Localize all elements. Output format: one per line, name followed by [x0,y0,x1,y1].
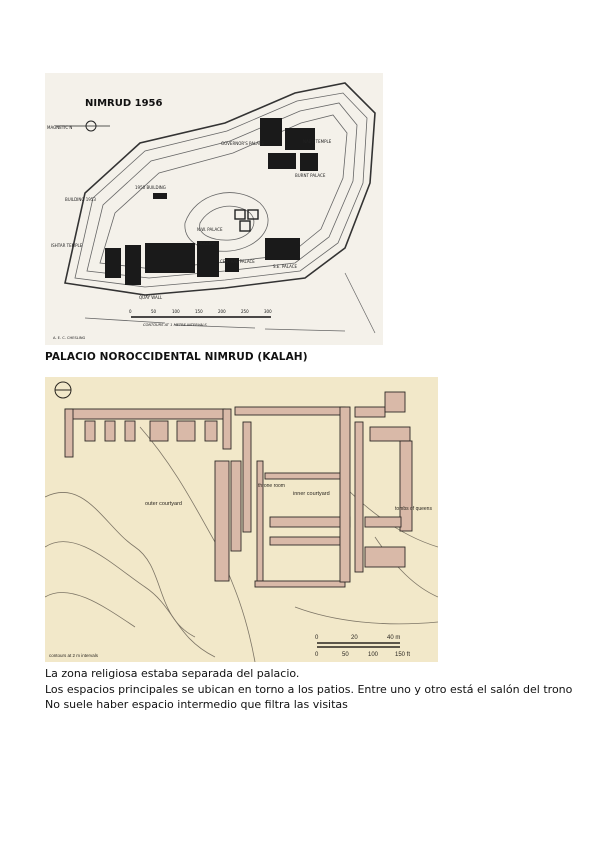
label-se-palace: S.E. PALACE [273,264,298,269]
label-ishtar-temple: ISHTAR TEMPLE [51,243,83,248]
scale-tick: 250 [241,309,249,314]
scale-tick: 20 [351,635,358,641]
contour-note: contours at 2 m intervals [49,653,99,658]
north-arrow-icon [55,382,71,398]
map-credit: A. E. C. CHESLING [53,336,86,340]
scale-tick: 150 ft [395,652,411,658]
label-outer-courtyard: outer courtyard [145,501,182,507]
label-inner-courtyard: inner courtyard [293,491,330,497]
scale-tick: 100 [172,309,180,314]
figure1-title: NIMRUD 1956 [85,98,163,109]
scale-bar [315,635,410,658]
label-burnt-palace: BURNT PALACE [295,173,326,178]
scale-tick: 50 [151,309,157,314]
scale-tick: 40 m [387,635,401,641]
label-central-palace: CENTRAL PALACE [220,259,255,264]
scale-bar [129,309,272,327]
label-tombs-of-queens: tombs of queens [395,506,432,512]
label-building-1953: BUILDING 1953 [65,197,96,202]
scale-tick: 0 [129,309,132,314]
scale-tick: 150 [195,309,203,314]
paragraph: Los espacios principales se ubican en torno a los patios. Entre uno y otro está el salón del trono [45,682,573,696]
label-nabu-temple: NABU TEMPLE [303,139,332,144]
contour-note: CONTOURS AT 1 METRE INTERVALS [143,323,207,327]
body-text [45,666,585,713]
scale-tick: 300 [264,309,272,314]
scale-tick: 200 [218,309,226,314]
label-throne-room: throne room [258,483,285,489]
magnetic-label: MAGNETIC N [47,125,73,130]
paragraph: No suele haber espacio intermedio que filtra las visitas [45,698,348,711]
label-ziggurat: ZIGGURAT [197,241,218,246]
scale-tick: 0 [315,652,319,658]
label-1950-building: 1950 BUILDING [135,185,166,190]
scale-tick: 100 [368,652,379,658]
scale-tick: 0 [315,635,319,641]
paragraph: La zona religiosa estaba separada del palacio. [45,667,300,680]
figure-caption: PALACIO NOROCCIDENTAL NIMRUD (KALAH) [45,351,308,363]
label-governors-palace: GOVERNOR'S PALACE [221,141,265,146]
label-quay-wall: QUAY WALL [139,295,163,300]
northwest-palace-plan [45,377,438,662]
label-nw-palace: N.W. PALACE [197,227,223,232]
nimrud-site-plan [45,73,383,345]
scale-tick: 50 [342,652,349,658]
